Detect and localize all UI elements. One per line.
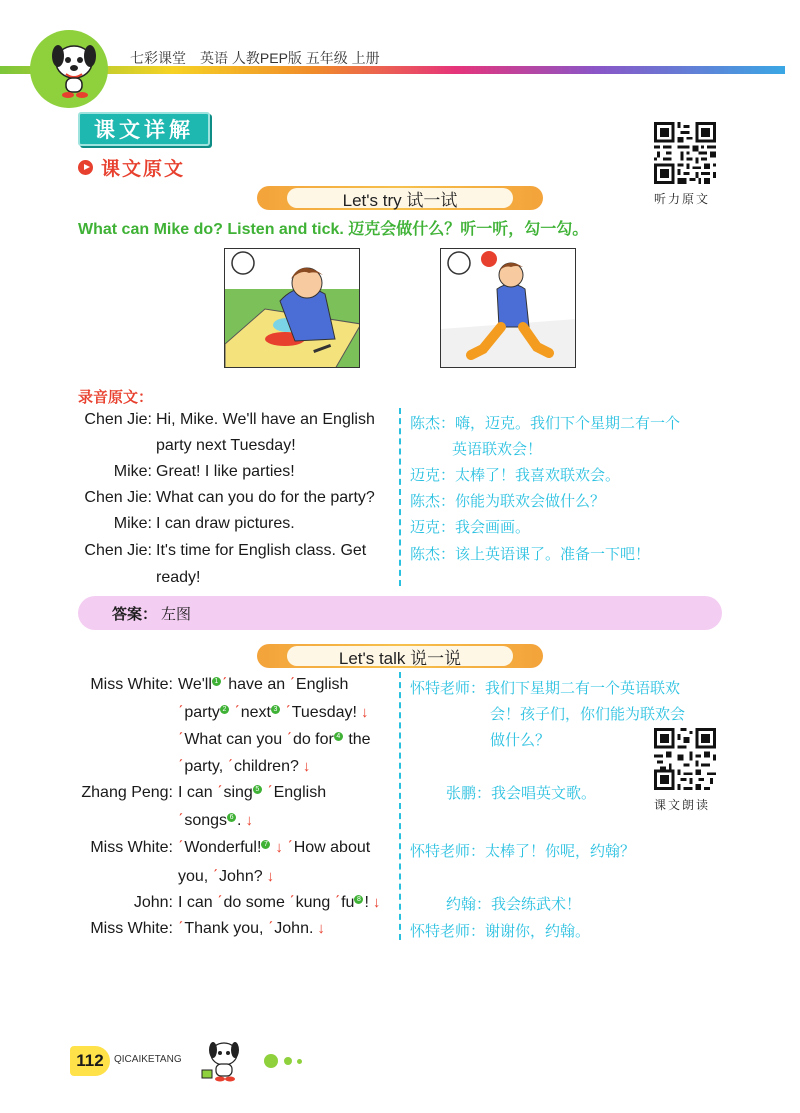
intonation-arrow-icon: ↓ — [266, 868, 275, 885]
word: do some — [223, 894, 285, 911]
talk-line-zh: 怀特老师：太棒了！你呢，约翰？ — [410, 842, 636, 860]
intonation-arrow-icon: ↓ — [360, 704, 369, 721]
boy-kicking-icon — [441, 249, 576, 368]
word: songs — [184, 812, 228, 829]
stress-mark: ˊ — [334, 894, 341, 911]
dialogue-line-en: Great! I like parties! — [156, 463, 295, 480]
dialogue-line-en: It's time for English class. Get — [156, 542, 367, 559]
intonation-arrow-icon: ↓ — [372, 894, 381, 911]
note-marker: 8 — [354, 895, 363, 904]
speaker-label: Mike: — [113, 463, 152, 480]
talk-line-en — [178, 758, 310, 776]
word: Thank you, — [184, 920, 264, 937]
word: Tuesday! — [291, 704, 357, 721]
talk-line-en — [178, 839, 370, 857]
word: John? — [219, 868, 263, 885]
dialogue-line-en: party next Tuesday! — [156, 437, 296, 454]
word: the — [348, 731, 371, 748]
talk-line-en — [178, 676, 348, 694]
word: What can you — [184, 731, 283, 748]
speaker-label: Miss White: — [90, 676, 173, 693]
answer-bar — [78, 596, 722, 630]
word: do for — [292, 731, 334, 748]
talk-line-en — [178, 812, 253, 830]
footer-brand: QICAIKETANG — [114, 1054, 182, 1065]
word: John. — [274, 920, 314, 937]
talk-line-en — [178, 868, 274, 886]
stress-mark: ˊ — [289, 676, 295, 693]
dialogue-line-zh: 迈克：我会画画。 — [410, 518, 531, 536]
header-color-band — [0, 66, 785, 74]
talk-line-zh: 会！孩子们，你们能为联欢会 — [490, 705, 686, 723]
stress-mark: ˊ — [267, 784, 273, 801]
speaker-label: Miss White: — [90, 839, 173, 856]
note-marker: 4 — [334, 732, 343, 741]
stress-mark: ˊ — [287, 839, 293, 856]
word: ! — [364, 894, 369, 911]
stress-mark: ˊ — [221, 676, 228, 693]
word: kung — [295, 894, 331, 911]
speaker-label: Mike: — [113, 515, 152, 532]
stress-mark: ˊ — [285, 704, 291, 721]
note-marker: 7 — [261, 840, 270, 849]
dialogue-line-en: ready! — [156, 569, 201, 586]
dialogue-line-zh: 英语联欢会！ — [452, 440, 543, 458]
talk-line-zh: 做什么？ — [490, 731, 551, 749]
note-marker: 5 — [253, 785, 262, 794]
word: party — [184, 704, 220, 721]
word: I can — [178, 894, 213, 911]
talk-line-zh: 怀特老师：谢谢你，约翰。 — [410, 922, 591, 940]
dot — [264, 1054, 278, 1068]
lets-try-label: Let's try 试一试 — [287, 188, 513, 208]
talk-line-zh: 张鹏：我会唱英文歌。 — [446, 784, 597, 802]
lets-try-title — [257, 186, 543, 210]
speaker-label: Chen Jie: — [84, 542, 152, 559]
answer-value: 左图 — [161, 605, 192, 623]
dialogue-line-en: I can draw pictures. — [156, 515, 295, 532]
sub-heading-label: 课文原文 — [101, 158, 186, 180]
word: How about — [293, 839, 371, 856]
sub-heading — [78, 154, 185, 180]
page-number: 112 — [70, 1046, 110, 1076]
word: sing — [223, 784, 253, 801]
stress-mark: ˊ — [178, 731, 184, 748]
play-icon — [78, 160, 93, 175]
intonation-arrow-icon: ↓ — [275, 839, 283, 856]
stress-mark: ˊ — [267, 920, 274, 937]
word: fu — [341, 894, 355, 911]
talk-line-en — [178, 784, 326, 802]
word: English — [295, 676, 349, 693]
speaker-label: Zhang Peng: — [81, 784, 173, 801]
stress-mark: ˊ — [178, 839, 184, 856]
word: have an — [228, 676, 286, 693]
talk-line-en — [178, 704, 368, 722]
qr-code-icon[interactable] — [654, 728, 716, 790]
speaker-label: Chen Jie: — [84, 411, 152, 428]
word: English — [273, 784, 327, 801]
lets-talk-label: Let's talk 说一说 — [287, 646, 513, 666]
stress-mark: ˊ — [217, 894, 223, 911]
stress-mark: ˊ — [178, 812, 184, 829]
header-title: 七彩课堂 英语 人教PEP版 五年级 上册 — [130, 50, 380, 66]
divider-dashed — [399, 672, 401, 940]
dialogue-line-zh: 陈杰：该上英语课了。准备一下吧！ — [410, 545, 651, 563]
lets-talk-title — [257, 644, 543, 668]
dog-mascot-icon — [196, 1036, 248, 1084]
talk-line-en — [178, 731, 371, 749]
stress-mark: ˊ — [178, 758, 184, 775]
answer-key: 答案： — [112, 605, 158, 623]
picture-kicking[interactable] — [440, 248, 576, 368]
talk-line-zh: 怀特老师：我们下星期二有一个英语联欢 — [410, 679, 681, 697]
dot — [284, 1057, 292, 1065]
dialogue-line-zh: 迈克：太棒了！我喜欢联欢会。 — [410, 466, 621, 484]
dot — [297, 1059, 302, 1064]
divider-dashed — [399, 408, 401, 586]
word: next — [240, 704, 271, 721]
talk-line-zh: 约翰：我会练武术！ — [446, 895, 582, 913]
note-marker: 2 — [220, 705, 229, 714]
stress-mark: ˊ — [217, 784, 223, 801]
stress-mark: ˊ — [212, 868, 219, 885]
intonation-arrow-icon: ↓ — [302, 758, 311, 775]
stress-mark: ˊ — [178, 920, 184, 937]
talk-line-en — [178, 894, 380, 912]
note-marker: 3 — [271, 705, 280, 714]
stress-mark: ˊ — [286, 731, 292, 748]
dialogue-line-zh: 陈杰：你能为联欢会做什么？ — [410, 492, 606, 510]
boy-drawing-icon — [225, 249, 360, 368]
stress-mark: ˊ — [178, 704, 184, 721]
picture-drawing[interactable] — [224, 248, 360, 368]
dialogue-line-zh: 陈杰：嗨，迈克。我们下个星期二有一个 — [410, 414, 681, 432]
word: children? — [233, 758, 299, 775]
dog-mascot-icon — [44, 36, 104, 100]
speaker-label: Miss White: — [90, 920, 173, 937]
word: We'll — [178, 676, 212, 693]
word: . — [237, 812, 242, 829]
qr-code-icon[interactable] — [654, 122, 716, 184]
word: party, — [184, 758, 224, 775]
word: Wonderful! — [184, 839, 262, 856]
dialogue-line-en: What can you do for the party? — [156, 489, 375, 506]
stress-mark: ˊ — [227, 758, 233, 775]
word: you, — [178, 868, 209, 885]
qr-caption-listening: 听力原文 — [654, 192, 711, 206]
note-marker: 6 — [227, 813, 236, 822]
section-banner: 课文详解 — [78, 112, 210, 146]
word: I can — [178, 784, 213, 801]
speaker-label: John: — [133, 894, 173, 911]
stress-mark: ˊ — [289, 894, 295, 911]
intonation-arrow-icon: ↓ — [245, 812, 253, 829]
qr-caption-reading: 课文朗读 — [654, 798, 711, 812]
talk-line-en — [178, 920, 325, 938]
recording-label: 录音原文： — [78, 389, 154, 406]
note-marker: 1 — [212, 677, 221, 686]
speaker-label: Chen Jie: — [84, 489, 152, 506]
intonation-arrow-icon: ↓ — [317, 920, 325, 937]
stress-mark: ˊ — [234, 704, 240, 721]
instruction: What can Mike do? Listen and tick. 迈克会做什么？听一听，勾一勾。 — [78, 221, 589, 238]
dialogue-line-en: Hi, Mike. We'll have an English — [156, 411, 375, 428]
